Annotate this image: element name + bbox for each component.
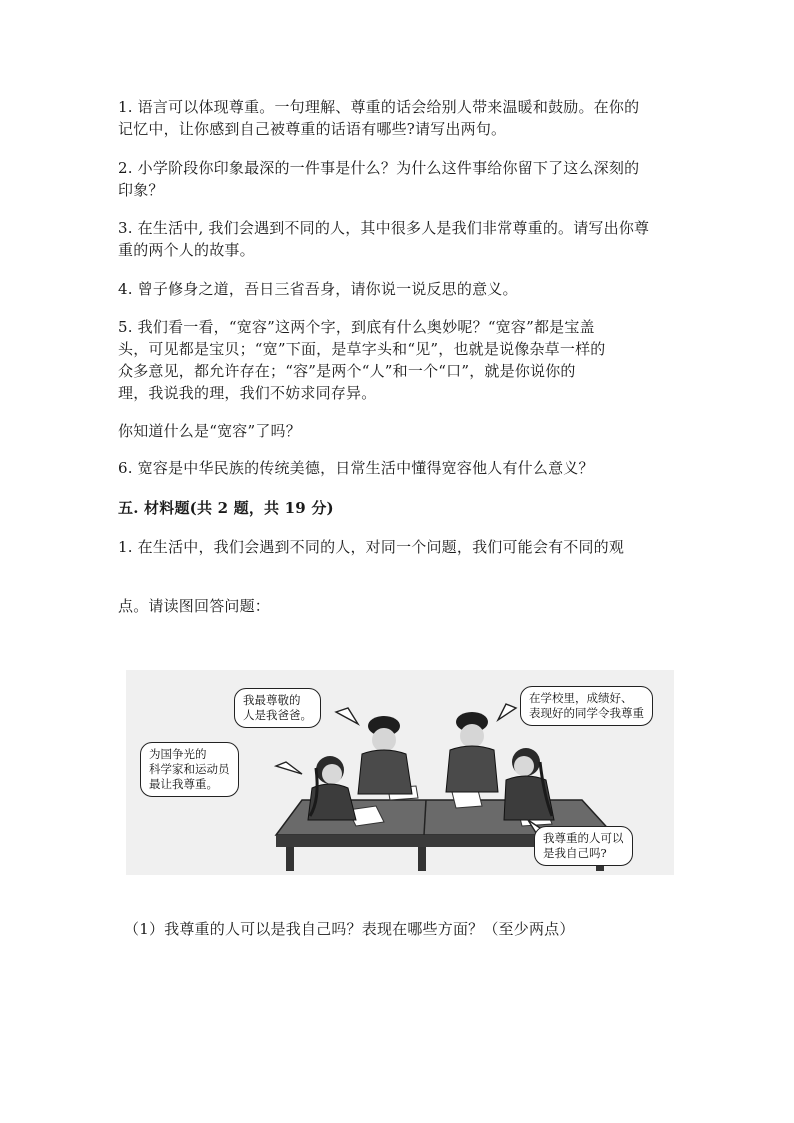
q5-line2: 头，可见都是宝贝；“宽”下面，是草字头和“见”，也就是说像杂草一样的 bbox=[118, 340, 606, 358]
bubble-bottom-right-line2: 是我自己吗? bbox=[543, 846, 607, 860]
bubble-top-left-line2: 人是我爸爸。 bbox=[243, 708, 312, 722]
speech-bubble-top-left bbox=[234, 688, 321, 728]
section-title: 五. 材料题(共 2 题，共 19 分) bbox=[118, 499, 334, 517]
bubble-bottom-right-line1: 我尊重的人可以 bbox=[543, 831, 624, 845]
bubble-left-line2: 科学家和运动员 bbox=[149, 762, 230, 776]
q2-line2: 印象？ bbox=[118, 181, 164, 199]
speech-bubble-bottom-right bbox=[534, 826, 633, 866]
q5-line3: 众多意见，都允许存在；“容”是两个“人”和一个“口”，就是你说你的 bbox=[118, 362, 576, 380]
q3-line1: 3. 在生活中, 我们会遇到不同的人，其中很多人是我们非常尊重的。请写出你尊 bbox=[118, 219, 650, 237]
bubble-top-right-line2: 表现好的同学令我尊重 bbox=[529, 706, 644, 720]
speech-bubble-left bbox=[140, 742, 239, 797]
speech-bubble-top-right bbox=[520, 686, 653, 726]
q3-line2: 重的两个人的故事。 bbox=[118, 241, 255, 259]
sub-question-1: （1）我尊重的人可以是我自己吗？表现在哪些方面？（至少两点） bbox=[124, 920, 575, 938]
q5-line5: 你知道什么是“宽容”了吗？ bbox=[118, 422, 301, 440]
bubble-left-line3: 最让我尊重。 bbox=[149, 777, 218, 791]
q1-line2: 记忆中，让你感到自己被尊重的话语有哪些?请写出两句。 bbox=[118, 120, 507, 138]
q5-line1: 5. 我们看一看，“宽容”这两个字，到底有什么奥妙呢？“宽容”都是宝盖 bbox=[118, 318, 595, 336]
q5-line4: 理，我说我的理，我们不妨求同存异。 bbox=[118, 384, 377, 402]
s5-q1-line1: 1. 在生活中，我们会遇到不同的人，对同一个问题，我们可能会有不同的观 bbox=[118, 538, 625, 556]
q1-line1: 1. 语言可以体现尊重。一句理解、尊重的话会给别人带来温暖和鼓励。在你的 bbox=[118, 98, 640, 116]
bubble-left-line1: 为国争光的 bbox=[149, 747, 207, 761]
bubble-top-left-line1: 我最尊敬的 bbox=[243, 693, 301, 707]
discussion-illustration bbox=[126, 670, 674, 875]
q4-line1: 4. 曾子修身之道，吾日三省吾身，请你说一说反思的意义。 bbox=[118, 280, 518, 298]
q6-line1: 6. 宽容是中华民族的传统美德，日常生活中懂得宽容他人有什么意义？ bbox=[118, 459, 594, 477]
s5-q1-line2: 点。请读图回答问题： bbox=[118, 597, 271, 615]
q2-line1: 2. 小学阶段你印象最深的一件事是什么？为什么这件事给你留下了这么深刻的 bbox=[118, 159, 640, 177]
bubble-top-right-line1: 在学校里，成绩好、 bbox=[529, 691, 633, 705]
